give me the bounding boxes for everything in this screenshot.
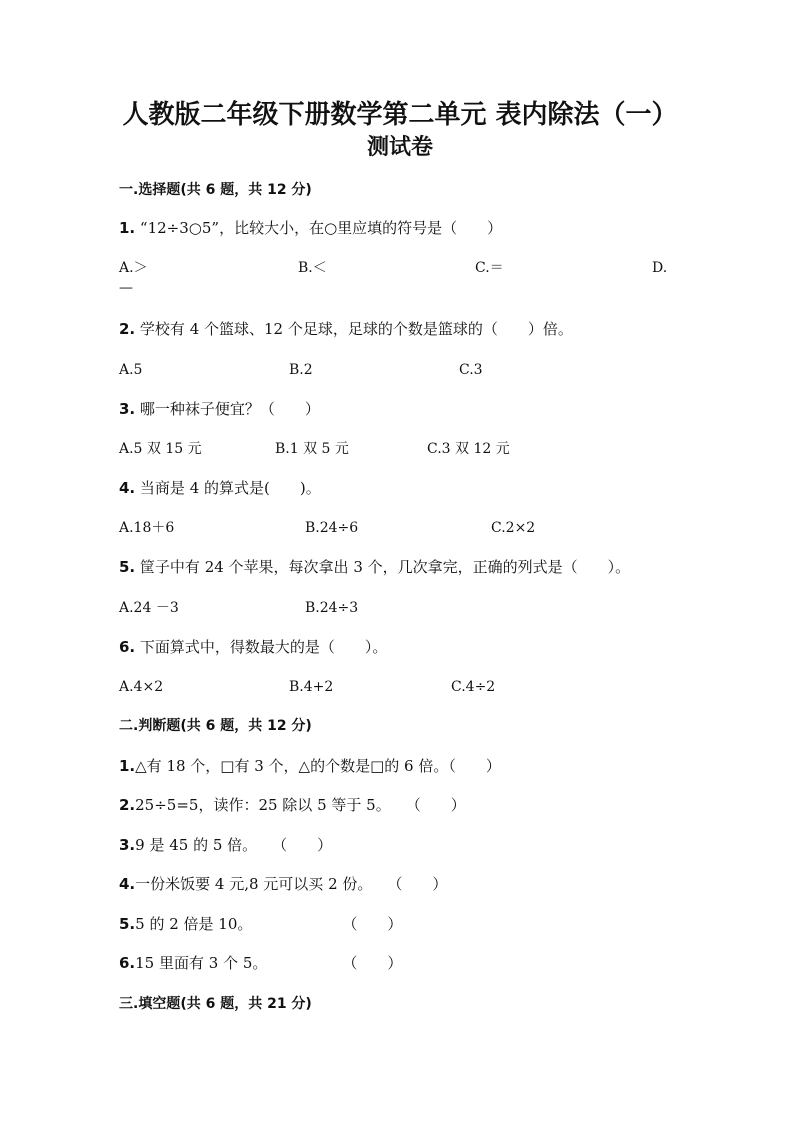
option-b: B.4+2 — [289, 679, 334, 695]
question-text: 25÷5=5，读作：25 除以 5 等于 5。 （ ） — [135, 796, 466, 814]
option-c: C.＝ — [475, 260, 504, 276]
question-text: 下面算式中，得数最大的是（ ）。 — [139, 638, 388, 656]
section-heading-fill-blank: 三.填空题(共 6 题，共 21 分) — [119, 996, 312, 1012]
question-text: 一份米饭要 4 元,8 元可以买 2 份。 （ ） — [135, 875, 448, 893]
question-number: 5. — [119, 558, 136, 576]
question-6 — [119, 637, 387, 657]
question-text: 9 是 45 的 5 倍。 （ ） — [135, 836, 333, 854]
question-text: 当商是 4 的算式是( )。 — [139, 479, 321, 497]
document-subtitle: 测试卷 — [366, 135, 433, 160]
option-b: B.2 — [289, 362, 313, 378]
option-a: A.5 双 15 元 — [119, 441, 202, 457]
judgement-6 — [119, 953, 402, 973]
question-number: 2. — [119, 320, 136, 338]
section-heading-judgement: 二.判断题(共 6 题，共 12 分) — [119, 718, 312, 734]
question-number: 4. — [119, 479, 136, 497]
option-c: C.4÷2 — [451, 679, 496, 695]
option-a: A.＞ — [119, 260, 148, 276]
judgement-3 — [119, 835, 332, 855]
question-text: 15 里面有 3 个 5。 （ ） — [135, 954, 403, 972]
question-number: 1. — [119, 757, 136, 775]
judgement-1 — [119, 756, 501, 776]
question-text: 哪一种袜子便宜？（ ） — [139, 400, 320, 418]
question-3 — [119, 399, 320, 419]
option-c: C.2×2 — [491, 520, 536, 536]
question-number: 1. — [119, 219, 136, 237]
option-b: B.24÷6 — [305, 520, 359, 536]
question-text: 学校有 4 个篮球、12 个足球，足球的个数是篮球的（ ）倍。 — [139, 320, 573, 338]
question-number: 5. — [119, 915, 136, 933]
section-heading-choice: 一.选择题(共 6 题，共 12 分) — [119, 182, 312, 198]
option-c: C.3 — [459, 362, 483, 378]
question-4 — [119, 478, 321, 498]
option-d: D. — [652, 260, 668, 276]
question-number: 6. — [119, 954, 136, 972]
option-c: C.3 双 12 元 — [427, 441, 510, 457]
judgement-5 — [119, 914, 402, 934]
document-title: 人教版二年级下册数学第二单元 表内除法（一） — [122, 100, 678, 130]
question-number: 2. — [119, 796, 136, 814]
question-1 — [119, 218, 502, 238]
option-a: A.24 －3 — [119, 600, 179, 616]
option-a: A.5 — [119, 362, 143, 378]
question-number: 3. — [119, 836, 136, 854]
option-d-value: — — [119, 280, 133, 296]
question-2 — [119, 319, 573, 339]
question-text: △有 18 个，□有 3 个，△的个数是□的 6 倍。（ ） — [135, 757, 501, 775]
option-b: B.1 双 5 元 — [275, 441, 349, 457]
question-number: 6. — [119, 638, 136, 656]
question-text: “12÷3○5”，比较大小，在○里应填的符号是（ ） — [139, 219, 503, 237]
judgement-2 — [119, 795, 466, 815]
question-text: 筐子中有 24 个苹果，每次拿出 3 个，几次拿完，正确的列式是（ ）。 — [139, 558, 631, 576]
judgement-4 — [119, 874, 447, 894]
question-number: 4. — [119, 875, 136, 893]
option-b: B.＜ — [298, 260, 327, 276]
option-b: B.24÷3 — [305, 600, 359, 616]
option-a: A.4×2 — [119, 679, 164, 695]
option-a: A.18＋6 — [119, 520, 175, 536]
question-number: 3. — [119, 400, 136, 418]
question-text: 5 的 2 倍是 10。 （ ） — [135, 915, 403, 933]
question-5 — [119, 557, 630, 577]
